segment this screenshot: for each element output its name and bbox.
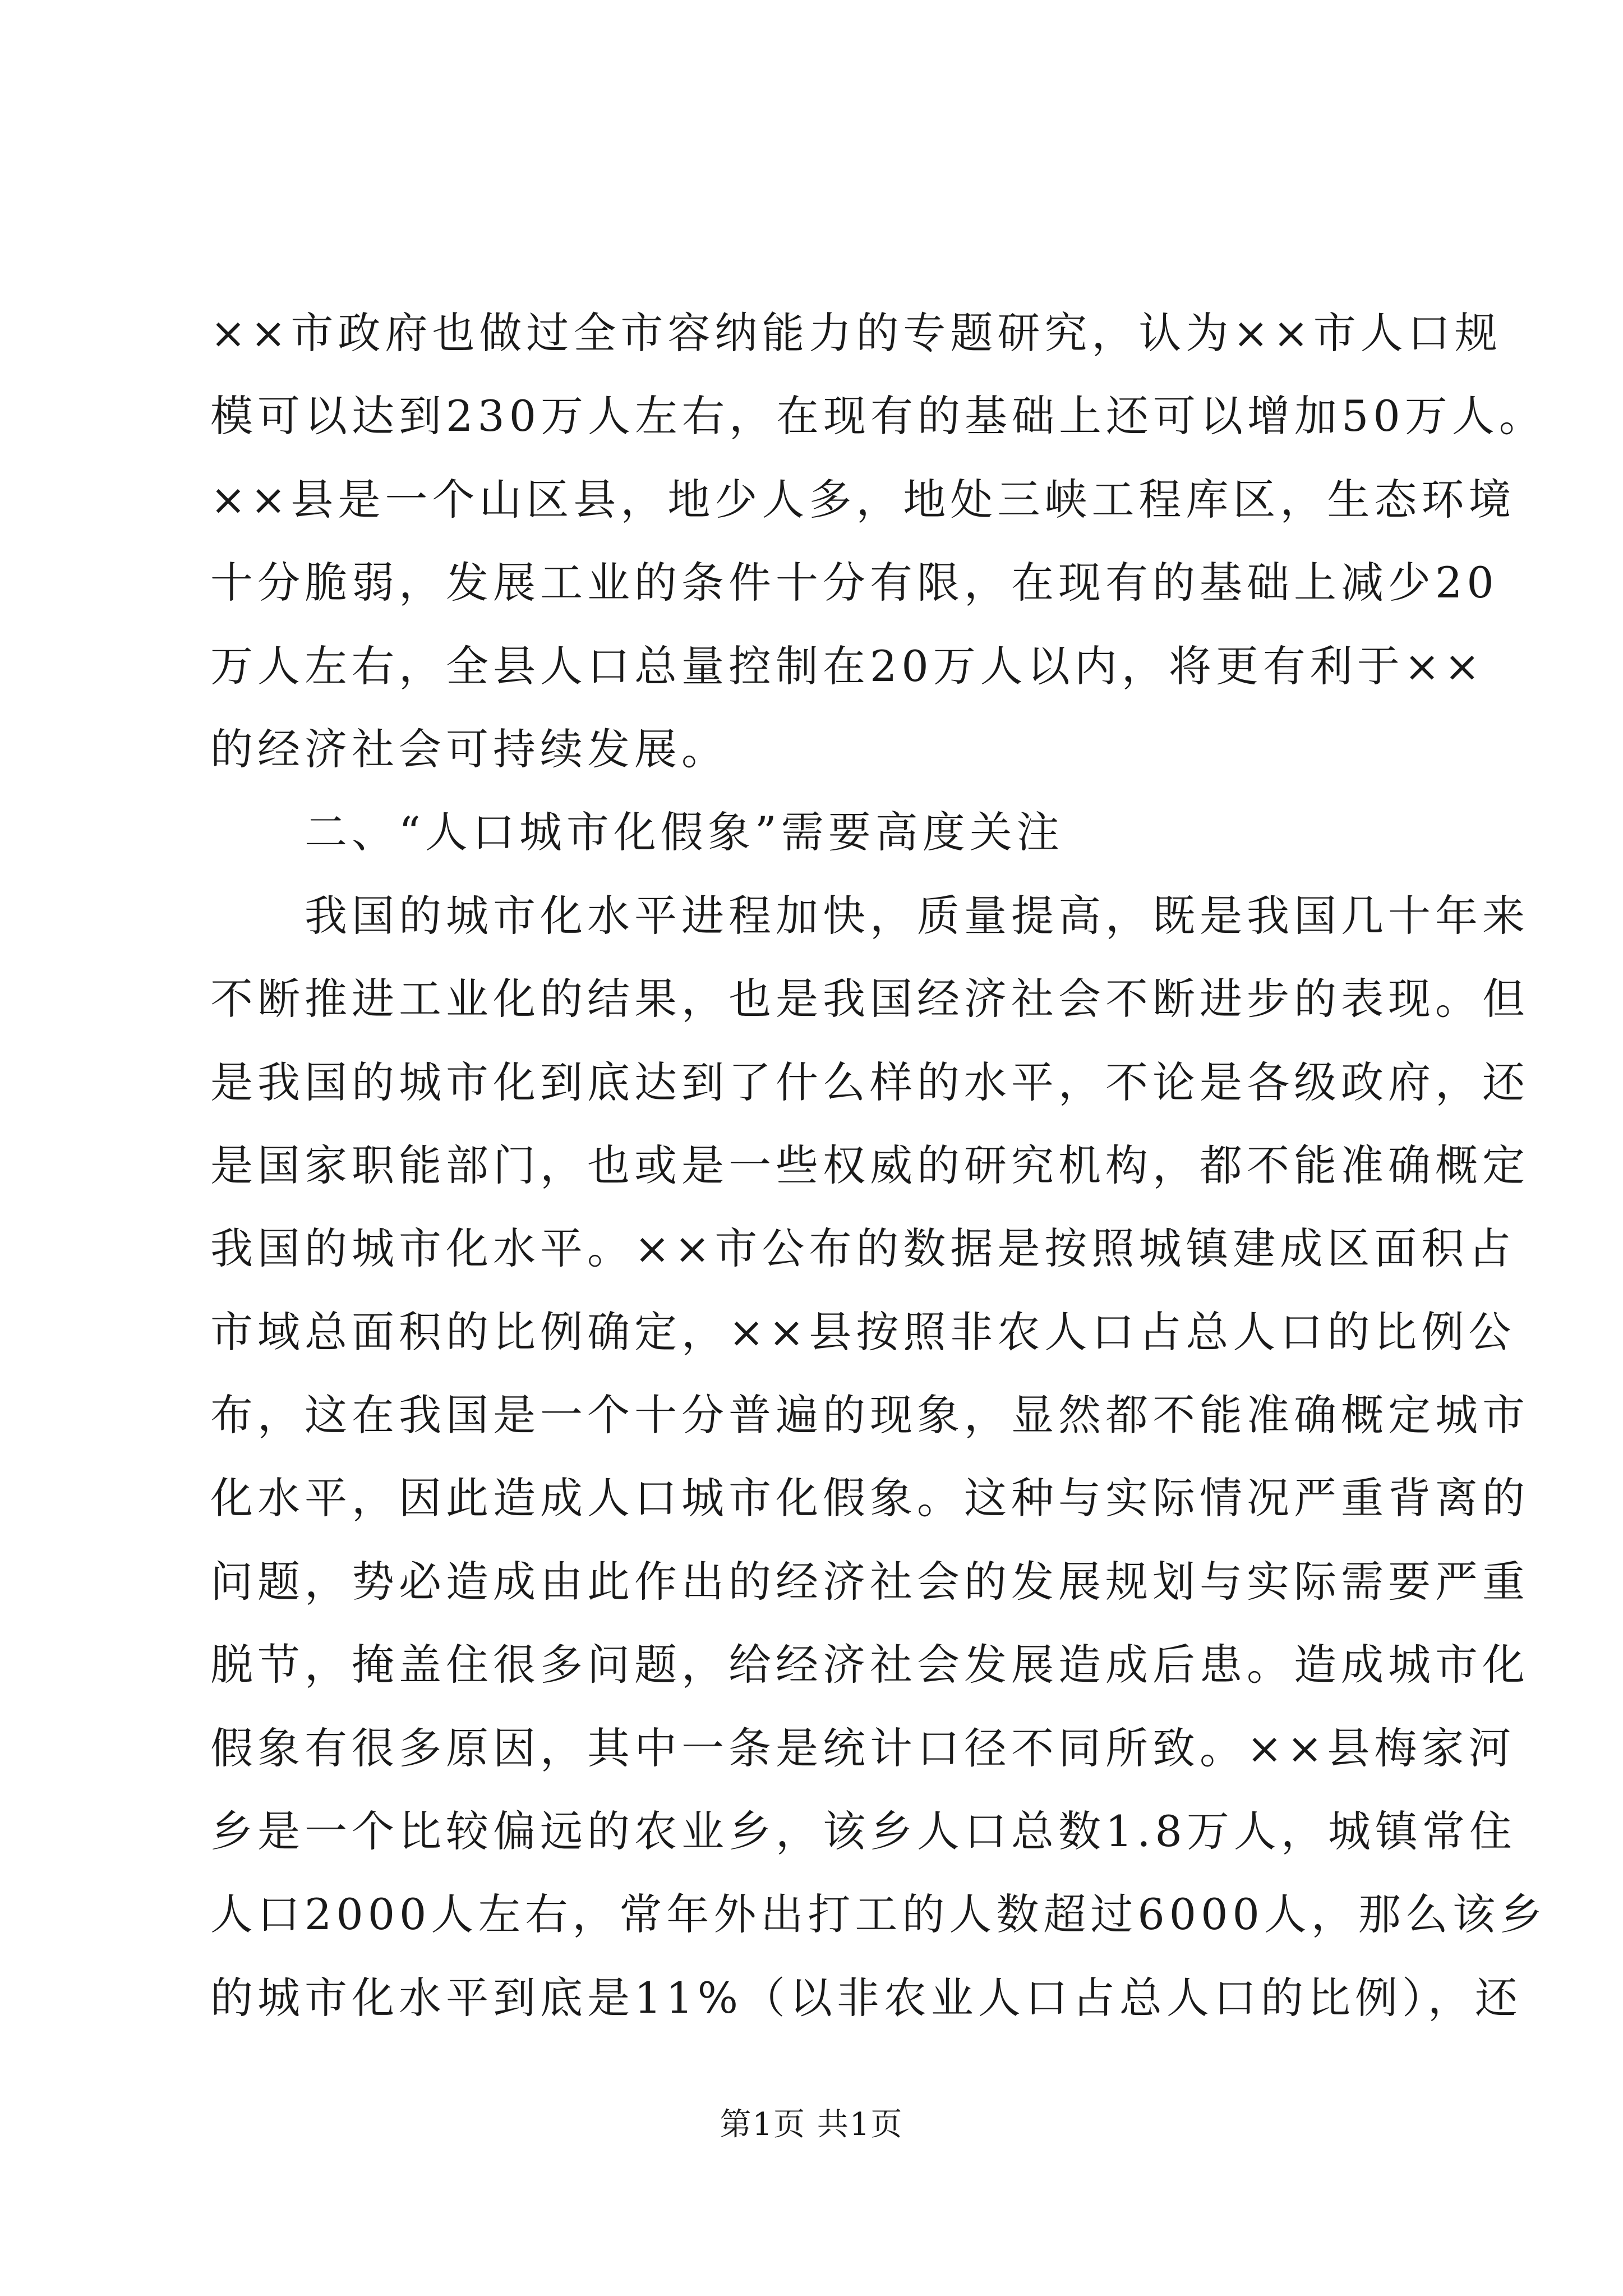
text-line: 是国家职能部门，也或是一些权威的研究机构，都不能准确概定 (210, 1140, 1529, 1190)
text-line: 市域总面积的比例确定，××县按照非农人口占总人口的比例公 (210, 1306, 1516, 1357)
text-line: 的城市化水平到底是11%（以非农业人口占总人口的比例），还 (210, 1972, 1522, 2023)
text-line: 模可以达到230万人左右，在现有的基础上还可以增加50万人。 (210, 391, 1546, 441)
text-line: ××县是一个山区县，地少人多，地处三峡工程库区，生态环境 (210, 474, 1516, 524)
text-line: 十分脆弱，发展工业的条件十分有限，在现有的基础上减少20 (210, 558, 1498, 608)
text-line: 的经济社会可持续发展。 (210, 724, 728, 774)
text-line: 乡是一个比较偏远的农业乡，该乡人口总数1.8万人，城镇常住 (210, 1806, 1516, 1857)
text-line: 人口2000人左右，常年外出打工的人数超过6000人，那么该乡 (210, 1889, 1547, 1940)
text-line: 我国的城市化水平。××市公布的数据是按照城镇建成区面积占 (210, 1223, 1516, 1274)
text-line: ××市政府也做过全市容纳能力的专题研究，认为××市人口规 (210, 308, 1502, 358)
text-line: 万人左右，全县人口总量控制在20万人以内，将更有利于×× (210, 641, 1485, 691)
text-line: 我国的城市化水平进程加快，质量提高，既是我国几十年来 (305, 890, 1529, 941)
text-line: 布，这在我国是一个十分普遍的现象，显然都不能准确概定城市 (210, 1390, 1529, 1441)
text-line: 化水平，因此造成人口城市化假象。这种与实际情况严重背离的 (210, 1473, 1529, 1524)
body-text (210, 292, 1547, 2040)
text-line: 是我国的城市化到底达到了什么样的水平，不论是各级政府，还 (210, 1057, 1529, 1107)
page-footer: 第1页 共1页 (720, 2106, 903, 2143)
text-line: 问题，势必造成由此作出的经济社会的发展规划与实际需要严重 (210, 1556, 1529, 1607)
text-line: 脱节，掩盖住很多问题，给经济社会发展造成后患。造成城市化 (210, 1640, 1529, 1690)
text-line: 假象有很多原因，其中一条是统计口径不同所致。××县梅家河 (210, 1723, 1516, 1773)
text-line: 不断推进工业化的结果，也是我国经济社会不断进步的表现。但 (210, 974, 1529, 1024)
section-heading: 二、“人口城市化假象”需要高度关注 (305, 807, 1064, 858)
